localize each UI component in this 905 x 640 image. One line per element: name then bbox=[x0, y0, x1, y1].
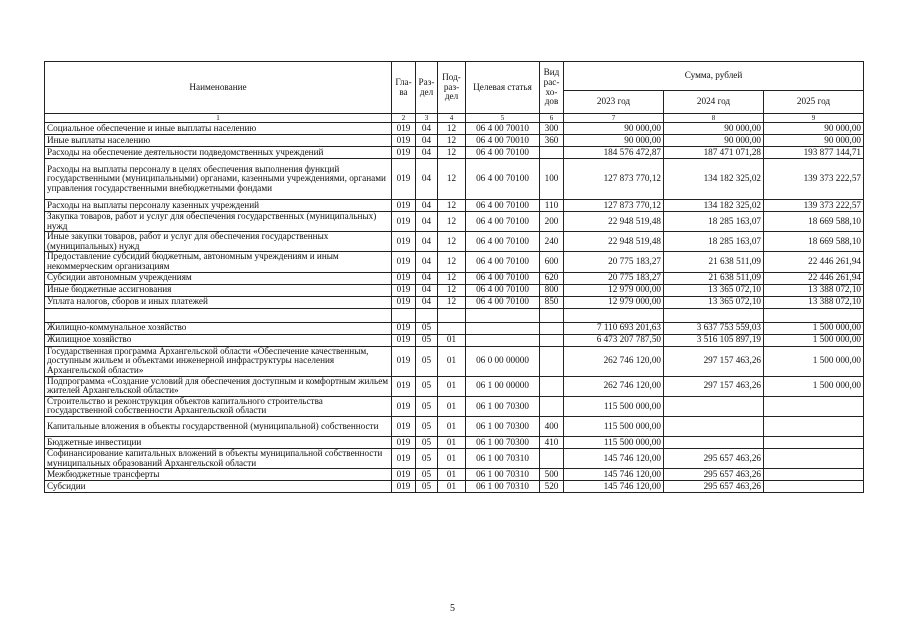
row-vid-cell bbox=[540, 322, 564, 334]
row-podrazdel-cell: 01 bbox=[438, 436, 466, 448]
row-2024-cell: 295 657 463,26 bbox=[664, 469, 764, 481]
row-vid-cell: 360 bbox=[540, 135, 564, 147]
row-2023-cell: 22 948 519,48 bbox=[564, 232, 664, 252]
row-vid-cell: 500 bbox=[540, 469, 564, 481]
table-row bbox=[45, 212, 864, 232]
row-podrazdel-cell: 12 bbox=[438, 284, 466, 296]
row-2023-cell: 20 775 183,27 bbox=[564, 252, 664, 272]
row-glava-cell: 019 bbox=[392, 147, 416, 159]
row-vid-cell: 240 bbox=[540, 232, 564, 252]
row-podrazdel-cell: 12 bbox=[438, 159, 466, 200]
header-year-2024: 2024 год bbox=[664, 91, 764, 114]
table-row bbox=[45, 272, 864, 284]
table-row bbox=[45, 448, 864, 468]
row-razdel-cell: 04 bbox=[416, 159, 438, 200]
row-podrazdel-cell: 12 bbox=[438, 147, 466, 159]
row-glava-cell: 019 bbox=[392, 436, 416, 448]
table-row bbox=[45, 123, 864, 135]
row-podrazdel-cell: 01 bbox=[438, 376, 466, 396]
row-2025-cell bbox=[764, 469, 864, 481]
row-podrazdel-cell: 12 bbox=[438, 252, 466, 272]
row-2025-cell bbox=[764, 481, 864, 493]
row-name-cell: Капитальные вложения в объекты государственной (муниципальной) собственности bbox=[45, 416, 392, 436]
row-name-cell: Бюджетные инвестиции bbox=[45, 436, 392, 448]
row-2023-cell: 90 000,00 bbox=[564, 135, 664, 147]
row-name-cell: Закупка товаров, работ и услуг для обеспечения государственных (муниципальных) нужд bbox=[45, 212, 392, 232]
row-podrazdel-cell: 12 bbox=[438, 272, 466, 284]
row-glava-cell: 019 bbox=[392, 469, 416, 481]
row-2025-cell: 1 500 000,00 bbox=[764, 334, 864, 346]
row-2024-cell bbox=[664, 396, 764, 416]
row-2023-cell: 12 979 000,00 bbox=[564, 296, 664, 308]
row-glava-cell: 019 bbox=[392, 334, 416, 346]
row-podrazdel-cell: 01 bbox=[438, 346, 466, 376]
index-cell: 4 bbox=[438, 114, 466, 123]
row-2024-cell: 134 182 325,02 bbox=[664, 200, 764, 212]
row-name-cell: Иные выплаты населению bbox=[45, 135, 392, 147]
row-2023-cell: 127 873 770,12 bbox=[564, 159, 664, 200]
row-2025-cell: 1 500 000,00 bbox=[764, 346, 864, 376]
header-name: Наименование bbox=[45, 62, 392, 114]
row-2024-cell bbox=[664, 436, 764, 448]
row-2023-cell: 12 979 000,00 bbox=[564, 284, 664, 296]
row-2023-cell: 90 000,00 bbox=[564, 123, 664, 135]
header-razdel: Раз-дел bbox=[416, 62, 438, 114]
row-statya-cell: 06 4 00 70100 bbox=[466, 296, 540, 308]
row-2025-cell: 18 669 588,10 bbox=[764, 212, 864, 232]
row-podrazdel-cell: 01 bbox=[438, 396, 466, 416]
row-statya-cell: 06 4 00 70100 bbox=[466, 159, 540, 200]
row-statya-cell bbox=[466, 322, 540, 334]
row-statya-cell: 06 1 00 70300 bbox=[466, 396, 540, 416]
row-2025-cell: 22 446 261,94 bbox=[764, 252, 864, 272]
row-2023-cell: 262 746 120,00 bbox=[564, 376, 664, 396]
row-vid-cell bbox=[540, 376, 564, 396]
row-statya-cell: 06 4 00 70100 bbox=[466, 200, 540, 212]
row-vid-cell: 300 bbox=[540, 123, 564, 135]
row-2024-cell bbox=[664, 308, 764, 322]
row-2025-cell: 193 877 144,71 bbox=[764, 147, 864, 159]
row-name-cell: Расходы на выплаты персоналу казенных учреждений bbox=[45, 200, 392, 212]
row-razdel-cell: 04 bbox=[416, 135, 438, 147]
row-statya-cell: 06 0 00 00000 bbox=[466, 346, 540, 376]
row-vid-cell bbox=[540, 334, 564, 346]
row-name-cell: Жилищное хозяйство bbox=[45, 334, 392, 346]
row-statya-cell: 06 4 00 70100 bbox=[466, 284, 540, 296]
row-razdel-cell: 05 bbox=[416, 436, 438, 448]
row-2024-cell: 297 157 463,26 bbox=[664, 346, 764, 376]
row-razdel-cell: 04 bbox=[416, 147, 438, 159]
row-razdel-cell: 05 bbox=[416, 416, 438, 436]
row-name-cell: Расходы на выплаты персоналу в целях обеспечения выполнения функций государственными (муниципальными) органами, казенными учреждениями, органами управления государственными внебюджетными фондами bbox=[45, 159, 392, 200]
row-2025-cell bbox=[764, 436, 864, 448]
row-2025-cell: 18 669 588,10 bbox=[764, 232, 864, 252]
row-statya-cell: 06 4 00 70100 bbox=[466, 272, 540, 284]
row-vid-cell: 520 bbox=[540, 481, 564, 493]
table-row bbox=[45, 296, 864, 308]
row-name-cell: Строительство и реконструкция объектов капитального строительства государственной собственности Архангельской области bbox=[45, 396, 392, 416]
row-razdel-cell: 05 bbox=[416, 396, 438, 416]
row-2023-cell: 6 473 207 787,50 bbox=[564, 334, 664, 346]
row-2024-cell: 18 285 163,07 bbox=[664, 212, 764, 232]
row-podrazdel-cell: 12 bbox=[438, 296, 466, 308]
row-glava-cell: 019 bbox=[392, 200, 416, 212]
table-row bbox=[45, 334, 864, 346]
row-2025-cell bbox=[764, 448, 864, 468]
table-row bbox=[45, 252, 864, 272]
row-glava-cell: 019 bbox=[392, 346, 416, 376]
row-2024-cell: 3 516 105 897,19 bbox=[664, 334, 764, 346]
row-vid-cell: 110 bbox=[540, 200, 564, 212]
index-cell: 9 bbox=[764, 114, 864, 123]
table-row bbox=[45, 481, 864, 493]
row-glava-cell: 019 bbox=[392, 232, 416, 252]
row-name-cell: Субсидии bbox=[45, 481, 392, 493]
row-razdel-cell: 04 bbox=[416, 296, 438, 308]
row-2024-cell: 13 365 072,10 bbox=[664, 284, 764, 296]
row-razdel-cell: 05 bbox=[416, 322, 438, 334]
row-podrazdel-cell: 01 bbox=[438, 469, 466, 481]
row-glava-cell: 019 bbox=[392, 376, 416, 396]
row-glava-cell: 019 bbox=[392, 416, 416, 436]
row-2025-cell: 22 446 261,94 bbox=[764, 272, 864, 284]
row-statya-cell: 06 1 00 70300 bbox=[466, 416, 540, 436]
row-2025-cell: 90 000,00 bbox=[764, 135, 864, 147]
row-name-cell: Подпрограмма «Создание условий для обеспечения доступным и комфортным жильем жителей Архангельской области» bbox=[45, 376, 392, 396]
row-2023-cell bbox=[564, 308, 664, 322]
row-2024-cell: 295 657 463,26 bbox=[664, 448, 764, 468]
budget-table bbox=[44, 61, 864, 493]
row-podrazdel-cell bbox=[438, 322, 466, 334]
row-name-cell: Государственная программа Архангельской области «Обеспечение качественным, доступным жильем и объектами инженерной инфраструктуры населения Архангельской области» bbox=[45, 346, 392, 376]
row-glava-cell: 019 bbox=[392, 396, 416, 416]
row-vid-cell: 620 bbox=[540, 272, 564, 284]
row-statya-cell: 06 1 00 70300 bbox=[466, 436, 540, 448]
row-glava-cell: 019 bbox=[392, 212, 416, 232]
row-name-cell: Иные бюджетные ассигнования bbox=[45, 284, 392, 296]
header-index-row bbox=[45, 114, 864, 123]
table-row bbox=[45, 159, 864, 200]
row-statya-cell: 06 4 00 70010 bbox=[466, 135, 540, 147]
row-razdel-cell: 04 bbox=[416, 284, 438, 296]
row-name-cell: Жилищно-коммунальное хозяйство bbox=[45, 322, 392, 334]
row-vid-cell: 100 bbox=[540, 159, 564, 200]
row-2024-cell: 3 637 753 559,03 bbox=[664, 322, 764, 334]
row-podrazdel-cell: 12 bbox=[438, 212, 466, 232]
row-podrazdel-cell bbox=[438, 308, 466, 322]
row-2025-cell: 13 388 072,10 bbox=[764, 284, 864, 296]
row-2024-cell: 21 638 511,09 bbox=[664, 272, 764, 284]
row-vid-cell bbox=[540, 147, 564, 159]
index-cell: 5 bbox=[466, 114, 540, 123]
row-razdel-cell: 05 bbox=[416, 376, 438, 396]
row-glava-cell: 019 bbox=[392, 159, 416, 200]
row-2023-cell: 184 576 472,87 bbox=[564, 147, 664, 159]
row-2023-cell: 7 110 693 201,63 bbox=[564, 322, 664, 334]
row-glava-cell: 019 bbox=[392, 448, 416, 468]
row-glava-cell bbox=[392, 308, 416, 322]
row-2023-cell: 262 746 120,00 bbox=[564, 346, 664, 376]
row-vid-cell bbox=[540, 308, 564, 322]
row-2024-cell: 90 000,00 bbox=[664, 135, 764, 147]
row-vid-cell: 800 bbox=[540, 284, 564, 296]
row-razdel-cell: 04 bbox=[416, 212, 438, 232]
table-row bbox=[45, 308, 864, 322]
row-podrazdel-cell: 01 bbox=[438, 481, 466, 493]
row-2023-cell: 22 948 519,48 bbox=[564, 212, 664, 232]
row-razdel-cell: 05 bbox=[416, 334, 438, 346]
row-2025-cell: 13 388 072,10 bbox=[764, 296, 864, 308]
row-razdel-cell: 04 bbox=[416, 272, 438, 284]
header-vid-raskhodov: Вид рас-хо-дов bbox=[540, 62, 564, 114]
table-row bbox=[45, 376, 864, 396]
row-glava-cell: 019 bbox=[392, 296, 416, 308]
row-razdel-cell: 04 bbox=[416, 123, 438, 135]
header-podrazdel: Под-раз-дел bbox=[438, 62, 466, 114]
row-statya-cell: 06 4 00 70010 bbox=[466, 123, 540, 135]
row-2024-cell: 18 285 163,07 bbox=[664, 232, 764, 252]
row-name-cell bbox=[45, 308, 392, 322]
row-2023-cell: 115 500 000,00 bbox=[564, 436, 664, 448]
index-cell: 7 bbox=[564, 114, 664, 123]
row-name-cell: Уплата налогов, сборов и иных платежей bbox=[45, 296, 392, 308]
row-2025-cell: 1 500 000,00 bbox=[764, 376, 864, 396]
row-vid-cell: 600 bbox=[540, 252, 564, 272]
table-row bbox=[45, 284, 864, 296]
index-cell: 6 bbox=[540, 114, 564, 123]
row-statya-cell: 06 1 00 70310 bbox=[466, 469, 540, 481]
row-razdel-cell: 05 bbox=[416, 481, 438, 493]
row-vid-cell: 200 bbox=[540, 212, 564, 232]
row-2025-cell: 90 000,00 bbox=[764, 123, 864, 135]
row-2024-cell: 90 000,00 bbox=[664, 123, 764, 135]
row-2024-cell: 134 182 325,02 bbox=[664, 159, 764, 200]
row-2023-cell: 20 775 183,27 bbox=[564, 272, 664, 284]
row-2025-cell bbox=[764, 396, 864, 416]
table-row bbox=[45, 135, 864, 147]
index-cell: 8 bbox=[664, 114, 764, 123]
row-name-cell: Предоставление субсидий бюджетным, автономным учреждениям и иным некоммерческим организациям bbox=[45, 252, 392, 272]
row-vid-cell bbox=[540, 396, 564, 416]
row-statya-cell: 06 1 00 70310 bbox=[466, 481, 540, 493]
row-name-cell: Расходы на обеспечение деятельности подведомственных учреждений bbox=[45, 147, 392, 159]
row-2024-cell bbox=[664, 416, 764, 436]
row-2024-cell: 21 638 511,09 bbox=[664, 252, 764, 272]
row-glava-cell: 019 bbox=[392, 252, 416, 272]
table-row bbox=[45, 436, 864, 448]
row-2023-cell: 115 500 000,00 bbox=[564, 416, 664, 436]
index-cell: 3 bbox=[416, 114, 438, 123]
row-name-cell: Иные закупки товаров, работ и услуг для обеспечения государственных (муниципальных) нужд bbox=[45, 232, 392, 252]
row-razdel-cell: 05 bbox=[416, 346, 438, 376]
header-glava: Гла-ва bbox=[392, 62, 416, 114]
row-glava-cell: 019 bbox=[392, 123, 416, 135]
row-razdel-cell: 04 bbox=[416, 252, 438, 272]
header-summa: Сумма, рублей bbox=[564, 62, 864, 91]
row-vid-cell bbox=[540, 346, 564, 376]
row-razdel-cell: 05 bbox=[416, 448, 438, 468]
row-podrazdel-cell: 12 bbox=[438, 123, 466, 135]
row-vid-cell bbox=[540, 448, 564, 468]
row-name-cell: Социальное обеспечение и иные выплаты населению bbox=[45, 123, 392, 135]
row-vid-cell: 400 bbox=[540, 416, 564, 436]
header-tselevaya-statya: Целевая статья bbox=[466, 62, 540, 114]
row-vid-cell: 850 bbox=[540, 296, 564, 308]
table-row bbox=[45, 322, 864, 334]
table-row bbox=[45, 346, 864, 376]
row-2023-cell: 145 746 120,00 bbox=[564, 481, 664, 493]
index-cell: 1 bbox=[45, 114, 392, 123]
row-2024-cell: 187 471 071,28 bbox=[664, 147, 764, 159]
row-podrazdel-cell: 12 bbox=[438, 232, 466, 252]
row-podrazdel-cell: 01 bbox=[438, 416, 466, 436]
page-number: 5 bbox=[450, 603, 455, 614]
row-razdel-cell: 04 bbox=[416, 200, 438, 212]
row-name-cell: Софинансирование капитальных вложений в объекты муниципальной собственности муниципальных образований Архангельской области bbox=[45, 448, 392, 468]
row-glava-cell: 019 bbox=[392, 272, 416, 284]
row-statya-cell: 06 4 00 70100 bbox=[466, 252, 540, 272]
row-podrazdel-cell: 01 bbox=[438, 334, 466, 346]
header-year-2025: 2025 год bbox=[764, 91, 864, 114]
index-cell: 2 bbox=[392, 114, 416, 123]
row-2023-cell: 145 746 120,00 bbox=[564, 469, 664, 481]
row-glava-cell: 019 bbox=[392, 284, 416, 296]
row-podrazdel-cell: 12 bbox=[438, 135, 466, 147]
row-podrazdel-cell: 01 bbox=[438, 448, 466, 468]
row-name-cell: Субсидии автономным учреждениям bbox=[45, 272, 392, 284]
row-name-cell: Межбюджетные трансферты bbox=[45, 469, 392, 481]
table-body bbox=[45, 123, 864, 493]
row-statya-cell: 06 4 00 70100 bbox=[466, 147, 540, 159]
row-2025-cell bbox=[764, 416, 864, 436]
row-2024-cell: 295 657 463,26 bbox=[664, 481, 764, 493]
row-glava-cell: 019 bbox=[392, 135, 416, 147]
row-2023-cell: 127 873 770,12 bbox=[564, 200, 664, 212]
table-row bbox=[45, 147, 864, 159]
header-row-top bbox=[45, 62, 864, 91]
row-razdel-cell bbox=[416, 308, 438, 322]
table-row bbox=[45, 396, 864, 416]
row-2025-cell: 139 373 222,57 bbox=[764, 159, 864, 200]
row-statya-cell bbox=[466, 334, 540, 346]
row-glava-cell: 019 bbox=[392, 481, 416, 493]
row-statya-cell bbox=[466, 308, 540, 322]
table-row bbox=[45, 232, 864, 252]
row-razdel-cell: 05 bbox=[416, 469, 438, 481]
row-2023-cell: 145 746 120,00 bbox=[564, 448, 664, 468]
row-2025-cell: 1 500 000,00 bbox=[764, 322, 864, 334]
row-glava-cell: 019 bbox=[392, 322, 416, 334]
row-2024-cell: 13 365 072,10 bbox=[664, 296, 764, 308]
table-row bbox=[45, 200, 864, 212]
row-2025-cell bbox=[764, 308, 864, 322]
row-statya-cell: 06 4 00 70100 bbox=[466, 232, 540, 252]
row-2025-cell: 139 373 222,57 bbox=[764, 200, 864, 212]
row-statya-cell: 06 1 00 00000 bbox=[466, 376, 540, 396]
row-statya-cell: 06 1 00 70310 bbox=[466, 448, 540, 468]
row-2023-cell: 115 500 000,00 bbox=[564, 396, 664, 416]
row-podrazdel-cell: 12 bbox=[438, 200, 466, 212]
table-row bbox=[45, 416, 864, 436]
row-2024-cell: 297 157 463,26 bbox=[664, 376, 764, 396]
table-row bbox=[45, 469, 864, 481]
row-razdel-cell: 04 bbox=[416, 232, 438, 252]
row-vid-cell: 410 bbox=[540, 436, 564, 448]
row-statya-cell: 06 4 00 70100 bbox=[466, 212, 540, 232]
header-year-2023: 2023 год bbox=[564, 91, 664, 114]
